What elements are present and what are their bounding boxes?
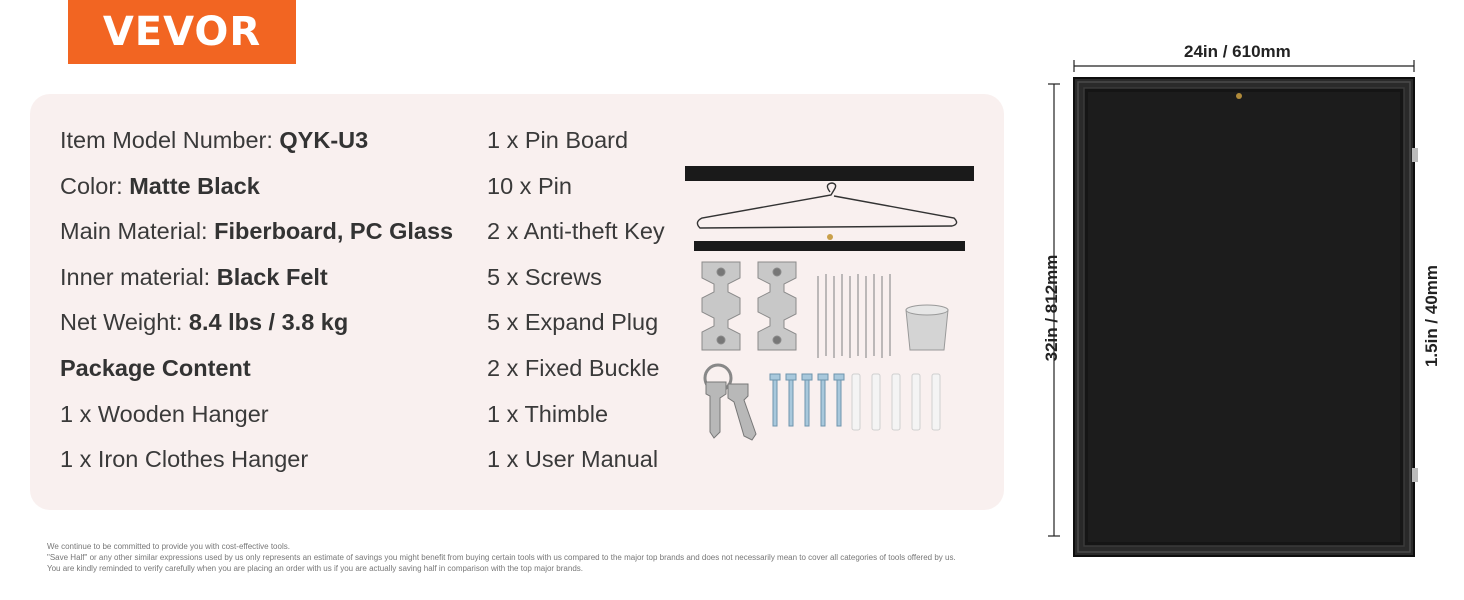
package-item: 10 x Pin [487, 172, 572, 199]
wooden-hanger-top-bar [685, 166, 974, 181]
package-item-iron-hanger: 1 x Iron Clothes Hanger [60, 446, 309, 473]
package-item: 2 x Fixed Buckle [487, 354, 660, 381]
disclaimer-line: We continue to be committed to provide you with cost-effective tools. [47, 542, 290, 551]
package-item: 5 x Screws [487, 263, 602, 290]
wooden-hanger-bottom-bar [694, 241, 965, 251]
package-list [487, 122, 665, 487]
pins-icon [818, 274, 890, 358]
screws-icon [770, 374, 844, 426]
disclaimer-line: "Save Half" or any other similar expressions used by us only represents an estimate of savings you might benefit from buying certain tools with us compared to the major top brands and does not necessarily mean to cover all categories of tools offered by us. [47, 553, 956, 562]
vevor-logo [68, 0, 296, 64]
iron-hanger-icon [697, 183, 956, 228]
package-item-wooden-hanger: 1 x Wooden Hanger [60, 400, 269, 427]
anti-theft-key-icon [705, 365, 756, 440]
spec-color: Color: Matte Black [60, 172, 260, 199]
logo-text: VEVOR [102, 9, 262, 55]
package-item: 2 x Anti-theft Key [487, 218, 665, 245]
disclaimer [47, 541, 956, 574]
package-item: 1 x Thimble [487, 400, 609, 427]
depth-dimension-label: 1.5in / 40mm [1422, 264, 1441, 368]
height-dimension-label: 32in / 812mm [1042, 254, 1061, 362]
spec-material: Main Material: Fiberboard, PC Glass [60, 218, 454, 245]
product-dimension-diagram [1030, 40, 1460, 560]
disclaimer-line: You are kindly reminded to verify carefully when you are placing an order with us if you are actually saving half in comparison with the top major brands. [47, 564, 583, 573]
spec-inner-material: Inner material: Black Felt [60, 263, 328, 290]
thimble-icon [906, 305, 948, 350]
package-item: 1 x Pin Board [487, 127, 629, 153]
expand-plug-icon [852, 374, 940, 430]
fixed-buckle-icon [758, 262, 796, 350]
package-item: 1 x User Manual [487, 446, 659, 473]
width-dimension-label: 24in / 610mm [1184, 42, 1291, 61]
package-item: 5 x Expand Plug [487, 309, 659, 336]
accessories-illustration [684, 160, 976, 442]
pin-board-frame [1030, 40, 1460, 560]
spec-model: Item Model Number: QYK-U3 [60, 127, 369, 153]
package-content-heading: Package Content [60, 354, 251, 381]
spec-list [60, 122, 453, 487]
fixed-buckle-icon [702, 262, 740, 350]
spec-weight: Net Weight: 8.4 lbs / 3.8 kg [60, 309, 349, 336]
